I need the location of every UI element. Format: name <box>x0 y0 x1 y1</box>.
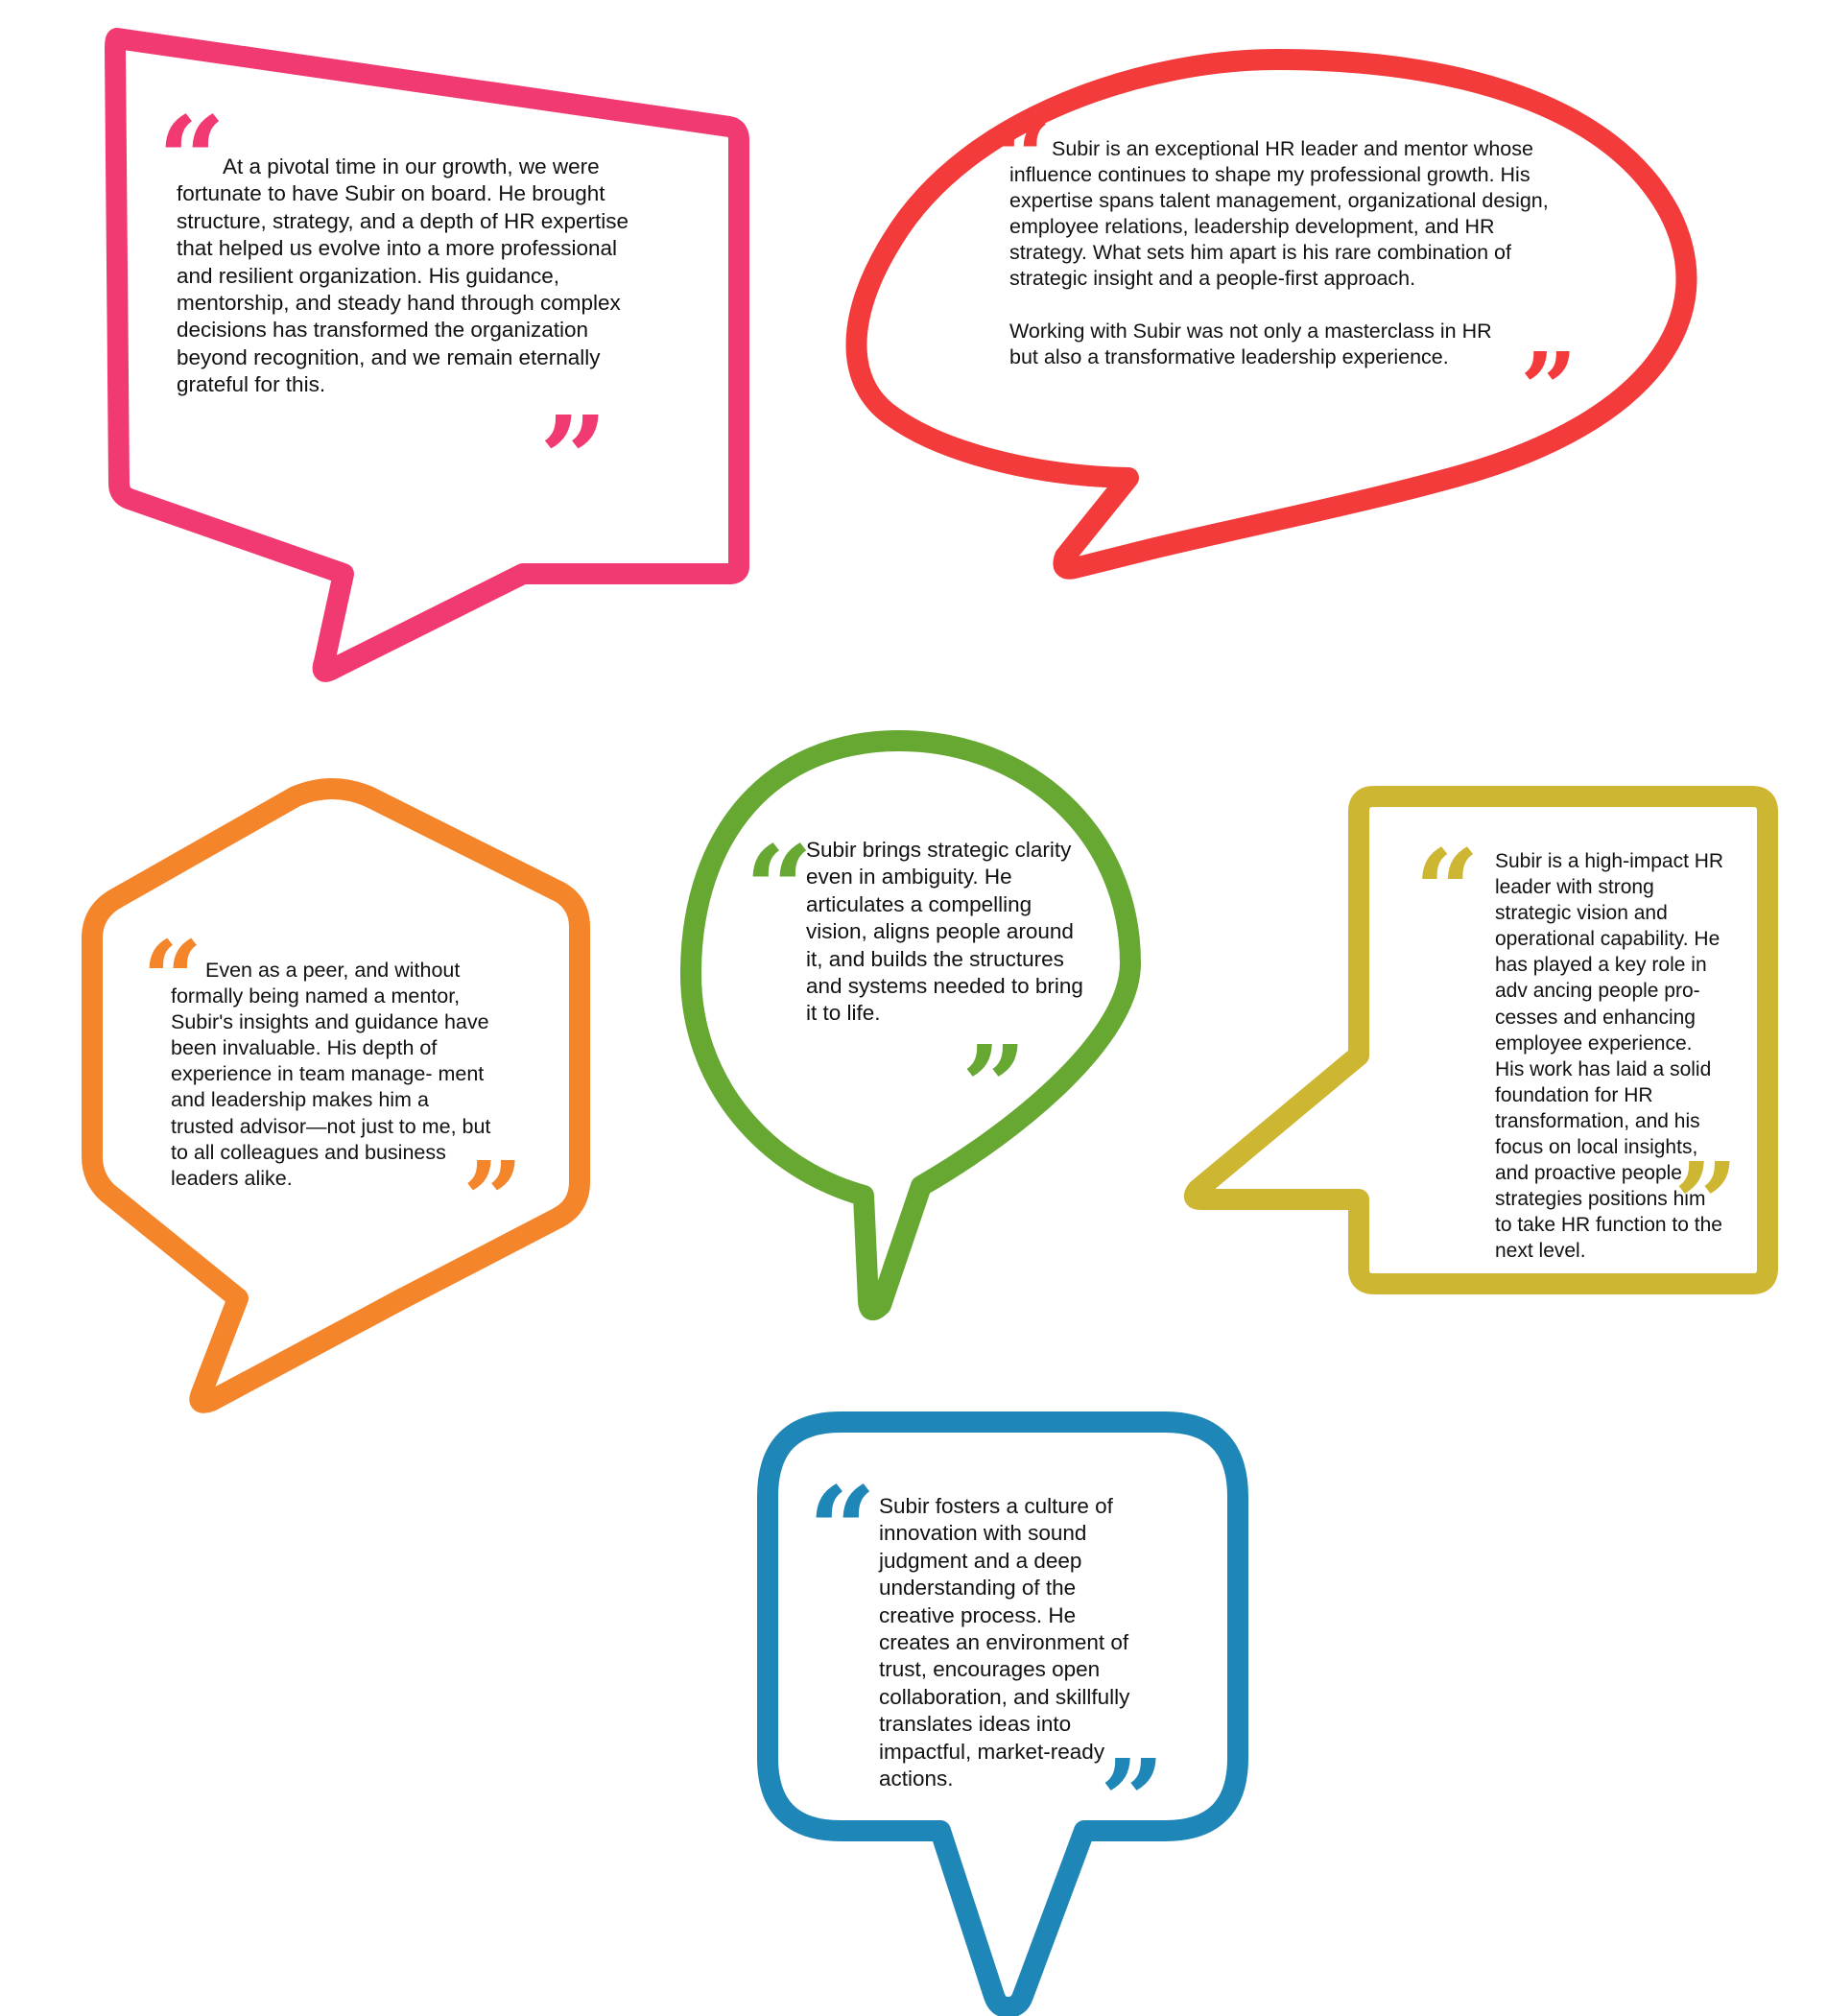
orange-testimonial-text: Even as a peer, and without formally being named a mentor, Subir's insights and guidance have been invaluable. His depth of experience in team manage- ment and leadership makes him a trusted advisor—not just to me, but to all colleagues and business leaders alike. <box>171 959 491 1190</box>
green-testimonial-text: Subir brings strategic clarity even in ambiguity. He articulates a compelling vision, aligns people around it, and builds the structures and systems needed to bring it to life. <box>806 838 1083 1026</box>
open-quote-icon: “ <box>1414 824 1480 958</box>
close-quote-icon: ” <box>463 1138 524 1262</box>
red-testimonial <box>1009 136 1566 370</box>
open-quote-icon: “ <box>142 917 203 1041</box>
red-testimonial-text-1: Subir is an exceptional HR leader and mentor whose influence continues to shape my professional growth. His expertise spans talent management, organizational design, employee relations, leadership development, and HR strategy. What sets him apart is his rare combination of strategic insight and a people-first approach. <box>1009 137 1549 290</box>
close-quote-icon: ” <box>1100 1734 1165 1867</box>
open-quote-icon: “ <box>157 91 226 230</box>
close-quote-icon: ” <box>539 391 608 530</box>
olive-testimonial-text: Subir is a high-impact HR leader with strong strategic vision and operational capability. He has played a key role in adv ancing people pro- cesses and enhancing employee experience. His work has laid a solid foundation for HR transformation, and his focus on local insights, and proactive people strategies positions him to take HR function to the next level. <box>1495 850 1724 1263</box>
orange-testimonial <box>171 958 497 1192</box>
close-quote-icon: ” <box>1673 1137 1739 1270</box>
pink-testimonial <box>177 154 656 399</box>
green-testimonial <box>806 837 1094 1028</box>
blue-testimonial-text: Subir fosters a culture of innovation with sound judgment and a deep understanding of the creative process. He creates an environment of trust, encourages open collaboration, and skillfully translates ideas into impactful, market-ready actions. <box>879 1494 1130 1791</box>
close-quote-icon: ” <box>1520 330 1578 448</box>
open-quote-icon: “ <box>745 820 814 960</box>
open-quote-icon: “ <box>994 98 1052 216</box>
red-testimonial-text-2: Working with Subir was not only a masterclass in HR but also a transformative leadership experience. <box>1009 320 1492 368</box>
open-quote-icon: “ <box>808 1461 877 1601</box>
close-quote-icon: ” <box>961 1020 1027 1153</box>
pink-testimonial-text: At a pivotal time in our growth, we were fortunate to have Subir on board. He brought structure, strategy, and a depth of HR expertise that helped us evolve into a more professional and resilient organization. His guidance, mentorship, and steady hand through complex decisions has transformed the organization beyond recognition, and we remain eternally grateful for this. <box>177 154 629 397</box>
